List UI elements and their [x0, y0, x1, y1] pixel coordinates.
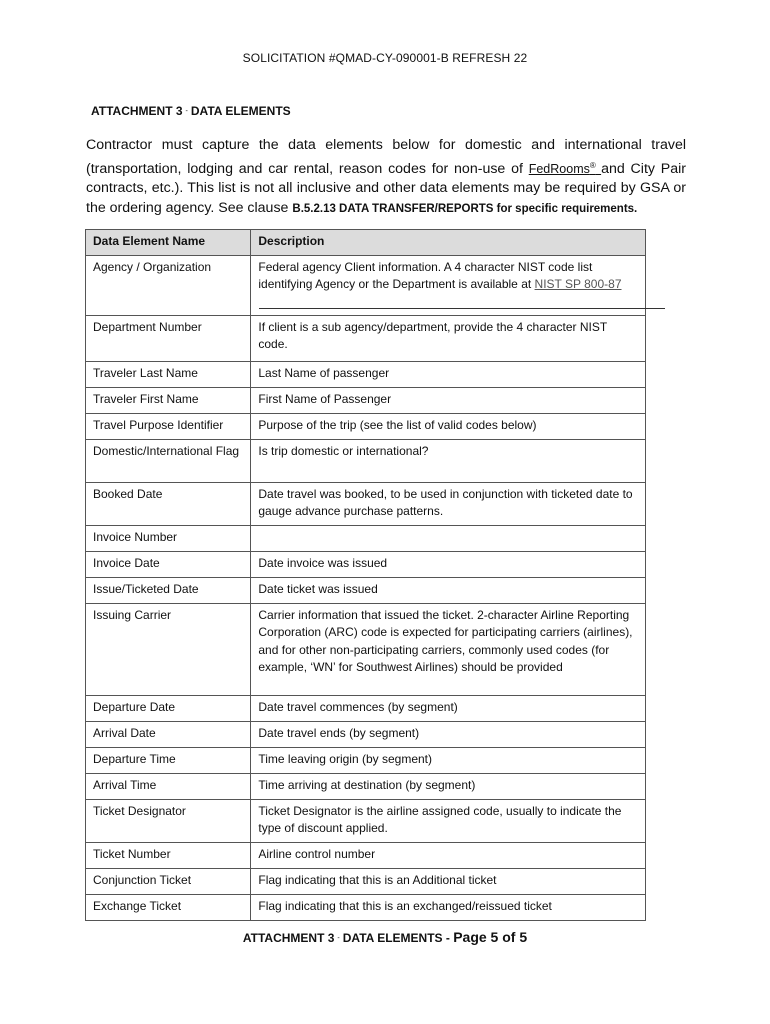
intro-text-b: and City Pair contracts, etc.). This list is not all inclusive and other data elements may be required by GSA or the ordering agency. See clause: [86, 160, 686, 216]
table-row: [86, 748, 646, 774]
element-name-cell: Invoice Date: [86, 552, 251, 578]
description-cell: [251, 256, 646, 316]
description-cell: Carrier information that issued the ticket. 2-character Airline Reporting Corporation (ARC) code is expected for participating carriers (airlines), and for other non-participating carriers, commonly used codes (for example, ‘WN’ for Southwest Airlines) should be provided: [251, 604, 646, 696]
fedrooms-link[interactable]: [529, 162, 601, 176]
table-row: [86, 414, 646, 440]
element-name-cell: Ticket Designator: [86, 800, 251, 843]
description-cell: Last Name of passenger: [251, 362, 646, 388]
table-row: [86, 869, 646, 895]
element-name-cell: Exchange Ticket: [86, 895, 251, 921]
page-footer: [0, 929, 770, 945]
element-name-cell: Domestic/International Flag: [86, 440, 251, 483]
element-name-cell: Departure Date: [86, 696, 251, 722]
description-cell: Flag indicating that this is an Additional ticket: [251, 869, 646, 895]
element-name-cell: Issuing Carrier: [86, 604, 251, 696]
page-header: SOLICITATION #QMAD-CY-090001-B REFRESH 22: [242, 51, 528, 65]
description-cell: Date travel ends (by segment): [251, 722, 646, 748]
table-header-row: [86, 230, 646, 256]
description-cell: Purpose of the trip (see the list of valid codes below): [251, 414, 646, 440]
column-header-description: Description: [251, 230, 646, 256]
attachment-title-separator: -: [185, 108, 188, 116]
element-name-cell: Traveler Last Name: [86, 362, 251, 388]
footer-attachment-number: ATTACHMENT 3: [242, 931, 335, 945]
clause-reference: B.5.2.13 DATA TRANSFER/REPORTS for specific requirements.: [292, 202, 638, 215]
table-row: [86, 526, 646, 552]
nist-sp-link[interactable]: NIST SP 800-87: [534, 277, 622, 292]
attachment-title: [91, 104, 291, 118]
element-name-cell: Traveler First Name: [86, 388, 251, 414]
table-row: [86, 843, 646, 869]
element-name-cell: Invoice Number: [86, 526, 251, 552]
element-name-cell: Departure Time: [86, 748, 251, 774]
fedrooms-label: FedRooms: [528, 161, 590, 176]
description-cell: Time leaving origin (by segment): [251, 748, 646, 774]
description-cell: If client is a sub agency/department, provide the 4 character NIST code.: [251, 316, 646, 362]
agency-description: Federal agency Client information. A 4 character NIST code list identifying Agency or the Department is available at: [258, 260, 593, 292]
table-row: [86, 440, 646, 483]
description-cell: Date travel commences (by segment): [251, 696, 646, 722]
table-row: [86, 578, 646, 604]
element-name-cell: Agency / Organization: [86, 256, 251, 316]
element-name-cell: Travel Purpose Identifier: [86, 414, 251, 440]
page-number: Page 5 of 5: [453, 929, 528, 945]
description-cell: Airline control number: [251, 843, 646, 869]
description-cell: Date ticket was issued: [251, 578, 646, 604]
element-name-cell: Arrival Time: [86, 774, 251, 800]
registered-mark: ®: [589, 160, 596, 170]
table-row: [86, 722, 646, 748]
table-row: [86, 256, 646, 316]
table-row: [86, 388, 646, 414]
table-row: [86, 895, 646, 921]
description-cell: Ticket Designator is the airline assigned code, usually to indicate the type of discount applied.: [251, 800, 646, 843]
intro-paragraph: [86, 136, 686, 220]
element-name-cell: Booked Date: [86, 483, 251, 526]
table-row: [86, 604, 646, 696]
description-cell: Date travel was booked, to be used in conjunction with ticketed date to gauge advance purchase patterns.: [251, 483, 646, 526]
description-cell: Flag indicating that this is an exchanged/reissued ticket: [251, 895, 646, 921]
table-row: [86, 800, 646, 843]
element-name-cell: Ticket Number: [86, 843, 251, 869]
table-row: [86, 483, 646, 526]
element-name-cell: Issue/Ticketed Date: [86, 578, 251, 604]
table-row: [86, 774, 646, 800]
description-cell: Time arriving at destination (by segment): [251, 774, 646, 800]
description-cell: Is trip domestic or international?: [251, 440, 646, 483]
footer-attachment-name: DATA ELEMENTS -: [342, 931, 454, 945]
column-header-name: Data Element Name: [86, 230, 251, 256]
description-cell: [251, 526, 646, 552]
description-cell: First Name of Passenger: [251, 388, 646, 414]
table-row: [86, 696, 646, 722]
intro-text-a: Contractor must capture the data elements below for domestic and international travel (transportation, lodging and car rental, reason codes for non-use of: [86, 137, 686, 177]
data-elements-table: [85, 229, 646, 921]
attachment-title-number: ATTACHMENT 3: [91, 104, 183, 118]
table-row: [86, 316, 646, 362]
table-row: [86, 362, 646, 388]
description-cell: Date invoice was issued: [251, 552, 646, 578]
element-name-cell: Conjunction Ticket: [86, 869, 251, 895]
divider-line: [259, 308, 665, 309]
table-row: [86, 552, 646, 578]
element-name-cell: Department Number: [86, 316, 251, 362]
attachment-title-name: DATA ELEMENTS: [190, 104, 291, 118]
footer-separator: -: [337, 935, 340, 943]
element-name-cell: Arrival Date: [86, 722, 251, 748]
